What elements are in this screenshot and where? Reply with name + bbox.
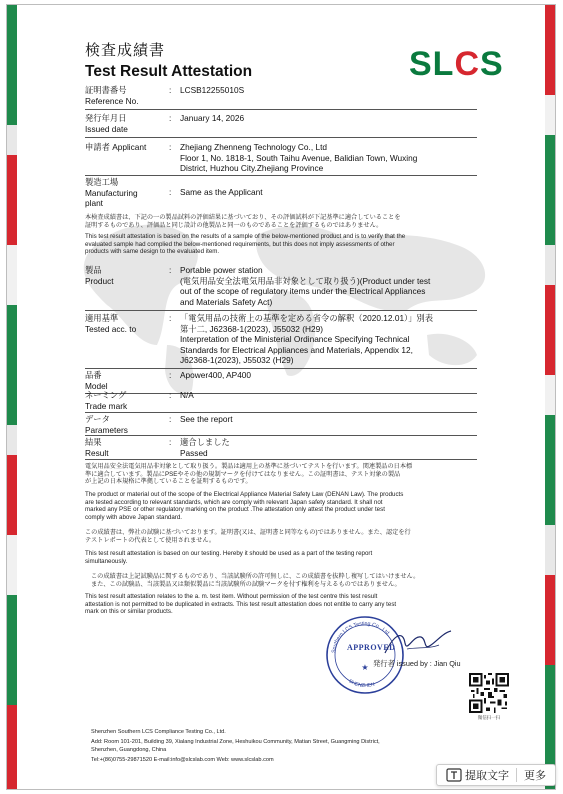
trademark-label-en: Trade mark [85,400,128,411]
intro-statement-jp: 本検査成績書は、下記の一の製品試料の評価結果に基づいており、その評価試料が下記基準に適合していることを 証明するものであり、評価品と同じ設計の他製品と同一のものであることを評価するものではありません。 [85,214,401,229]
slcs-logo-text: SLCS [409,45,504,83]
issued-label-jp: 発行年月日 [85,113,127,123]
slcs-logo [409,45,521,83]
left-color-stripe [7,5,17,789]
reference-label-en: Reference No. [85,95,139,106]
applicant-address-1: Floor 1, No. 1818-1, South Taihu Avenue, Balidian Town, Wuxing [180,152,418,163]
plant-label-en: Manufacturing [85,187,138,198]
divider [85,109,477,110]
issued-label-en: Issued date [85,123,128,134]
testing-statement-en: This test result attestation is based on our testing. Hereby it should be used as a part of the testing report simultaneously. [85,550,373,565]
product-name: Portable power station [180,265,263,275]
testing-statement-jp: この成績書は、弊社の試験に基づいております。証明書(又は、証明書と同等なもの)ではありません。また、認定を行 テストレポートの代表として使用されません。 [85,529,411,544]
extract-text-label: 提取文字 [465,769,509,782]
copy-statement-jp: この成績書は上記試験品に関するものであり、当該試験所の許可無しに、この成績書を抜粋し複写してはいけません。 また、この試験品、当該製品又は類似製品に当該試験所の試験マークを付す権利を与えるものではありません。 [91,573,420,588]
model-label-en: Model [85,380,108,391]
result-label-jp: 結果 [85,437,102,447]
more-button[interactable] [521,767,549,783]
trademark-label-jp: ネーミング [85,390,127,400]
right-color-stripe [545,5,555,789]
text-extract-icon [446,768,462,782]
model-label-jp: 品番 [85,370,102,380]
divider [85,368,477,369]
reference-value: LCSB12255010S [180,85,245,95]
toolbar-divider [516,768,517,782]
more-label: 更多 [524,769,546,782]
copy-statement-en: This test result attestation relates to the a. m. test item. Without permission of the test centre this test result attestation is not permitted to be duplicated in extracts. This test result attestation does not entitle to carry any test mark on this or similar products. [85,593,397,616]
issued-value: January 14, 2026 [180,113,245,123]
footer-company: Shenzhen Southern LCS Compliance Testing Co., Ltd. [91,729,226,735]
model-value: Apower400, AP400 [180,370,252,380]
title-japanese: 検査成績書 [85,41,166,59]
denan-statement-jp: 電気用品安全法電気用品非対象として取り扱う。製品は適用上の基準に基づいてテストを行います。関連製品の日本標 準に適合しています。製品にPSEやその他の規制マークを付けてはなりません。この証明書は、テスト対象の製品 が上記の日本規格に準拠していることを証明するものです。 [85,463,413,486]
title-english: Test Result Attestation [85,63,253,80]
svg-text:SHENZHEN: SHENZHEN [347,678,376,690]
issuer-line: 発行者 issued by : Jian Qiu [373,659,461,668]
plant-label-jp: 製造工場 [85,177,119,187]
text-extract-toolbar [436,764,556,786]
divider [85,435,477,436]
standard-label-en: Tested acc. to [85,323,137,334]
product-label-en: Product [85,275,114,286]
applicant-address-2: District, Huzhou City.Zhejiang Province [180,163,324,174]
trademark-value: N/A [180,390,194,400]
standard-label-jp: 適用基準 [85,313,119,323]
divider [85,175,477,176]
divider [85,412,477,413]
intro-statement-en: This test result attestation is based on the results of a sample of the below-mentioned product and is to verify that the evaluated sample had complied the below-mentioned requirements, but this does not imply assessments of other products with same design to the evaluated item. [85,233,406,256]
product-label-jp: 製品 [85,265,102,275]
qr-code [469,673,509,713]
parameters-value: See the report [180,414,233,424]
plant-label-en-2: plant [85,198,103,209]
result-value-jp: 適合しました [180,437,230,447]
svg-text:★: ★ [361,663,369,672]
extract-text-button[interactable] [437,767,512,783]
divider [85,310,477,311]
parameters-label-jp: データ [85,414,110,424]
svg-text:Southern LCS Testing Co., Ltd.: Southern LCS Testing Co., Ltd. [331,620,392,654]
footer-city: Shenzhen, Guangdong, China [91,747,167,753]
result-value-en: Passed [180,447,208,458]
divider [85,459,477,460]
divider [85,137,477,138]
applicant-name: Zhejiang Zhenneng Technology Co., Ltd [180,142,327,152]
certificate-page: 検査成績書 Test Result Attestation SLCS 証明書番号 Reference No. : LCSB12255010S 発行年月日 Issued date : January 14, 2026 申請者 Applicant : Zhejiang Zhenneng Technology Co., Ltd Floor 1, No. 1818-1, South Taihu Avenue, Balidian Town, Wuxing District, Huzhou City.Zhejiang Province 製造工場 Manufacturing plant : Same as the Applicant 本検査成績書は、下記の一の製品試料の評価結果に基づいており、その評価試料が下記基準に適合していることを 証明するものであり、評価品と同じ設計の他製品と同一のものであることを評価するものではありません。 This test result attestation is based on the results of a sample of the below-mentioned product and is to verify that the evaluated sample had complied the below-mentioned requirements, but this does not imply assessments of other products with same design to the evaluated item. 製品 Product : Portable power station (電気用品安全法電気用品非対象として取り扱う)(Product under test out of the scope of regulatory items under the Electrical Appliances and Materials Safety Act) 適用基準 Tested acc. to : 「電気用品の技術上の基準を定める省令の解釈（2020.12.01）」別表 第十二, J62368-1(2023), J55032 (H29) Interpretation of the Ministerial Ordinance Specifying Technical Standards for Electrical Appliances and Materials, Appendix 12, J62368-1(2023), J55032 (H29) 品番 Model : Apower400, AP400 ネーミング Trade mark : N/A データ Parameters : See the report 結果 Result : 適合しました Passed 電気用品安全法電気用品非対象として取り扱う。製品は適用上の基準に基づいてテストを行います。関連製品の日本標 準に適合しています。製品にPSEやその他の規制マークを付けてはなりません。この証明書は、テスト対象の製品 が上記の日本規格に準拠していることを証明するものです。 The product or material out of the scope of the Electrical Appliance Material Safety Law (DENAN Law). The products are tested according to relevant standards, which are comply with relevant Japan safety standard. It shall not marked any PSE or other regulatory marking on the product .The attestation only attest the product under test comply with above Japan standard. この成績書は、弊社の試験に基づいております。証明書(又は、証明書と同等なもの)ではありません。また、認定を行 テストレポートの代表として使用されません。 This test result attestation is based on our testing. Hereby it should be used as a part of the testing report simultaneously. この成績書は上記試験品に関するものであり、当該試験所の許可無しに、この成績書を抜粋し複写してはいけません。 また、この試験品、当該製品又は類似製品に当該試験所の試験マークを付す権利を与えるものではありません。 This test result attestation relates to the a. m. test item. Without permission of the test centre this test result attestation is not permitted to be duplicated in extracts. This test result attestation does not entitle to carry any test mark on this or similar products. Southern LCS Testing Co., Ltd. SHENZHEN ★ APPROVED 発行者 issued by : Jian Qiu 微信扫一扫 Shenzhen Southern LCS Compliance Testing Co., Ltd. Add: Room 101-201, Building 39, Xialang Industrial Zone, Heshuikou Community, Matian Street, Guangming District, Shenzhen, Guangdong, China Tel:+(86)0755-29871520 E-mail:info@slcslab.com Web: www.slcslab.com [6,4,556,790]
denan-statement-en: The product or material out of the scope of the Electrical Appliance Material Safety Law (DENAN Law). The products are tested according to relevant standards, which are comply with relevant Japan safety standard. It shall not marked any PSE or other regulatory marking on the product .The attestation only attest the product under test comply with above Japan standard. [85,491,404,521]
reference-label-jp: 証明書番号 [85,85,127,95]
parameters-label-en: Parameters [85,424,128,435]
approved-mark: APPROVED [347,643,396,652]
footer-contact: Tel:+(86)0755-29871520 E-mail:info@slcslab.com Web: www.slcslab.com [91,757,274,763]
applicant-label: 申請者 Applicant [85,142,147,152]
plant-value: Same as the Applicant [180,187,263,197]
footer-address: Add: Room 101-201, Building 39, Xialang Industrial Zone, Heshuikou Community, Matian Street, Guangming District, [91,739,380,745]
result-label-en: Result [85,447,109,458]
qr-caption: 微信扫一扫 [477,716,501,721]
